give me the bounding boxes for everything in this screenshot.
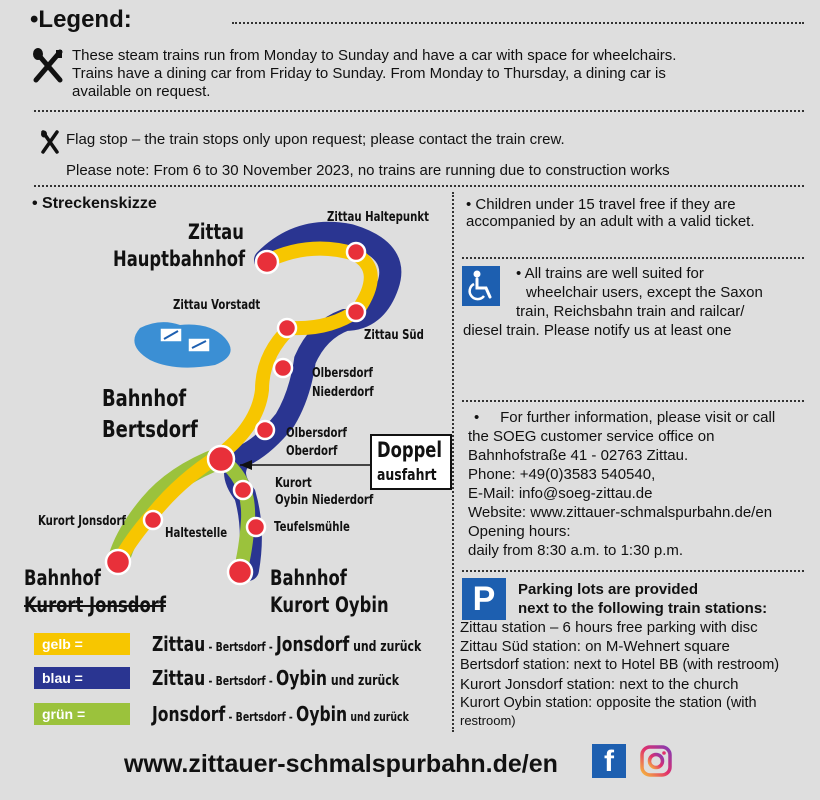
line-desc-blue: Zittau - Bertsdorf - Oybin und zurück bbox=[152, 666, 400, 690]
wheelchair-info-3: train, Reichsbahn train and railcar/ bbox=[516, 303, 745, 320]
map-title: • Streckenskizze bbox=[32, 195, 157, 212]
parking-title-1: Parking lots are provided bbox=[518, 581, 699, 598]
station-bertsdorf bbox=[208, 446, 234, 472]
label-jonsdorf-2: Kurort Jonsdorf bbox=[24, 593, 166, 617]
station-jonsdorf-haltestelle bbox=[144, 511, 162, 529]
steam-trains-line-1: These steam trains run from Monday to Sunday and have a car with space for wheelchairs. bbox=[72, 47, 677, 64]
lake-icon bbox=[134, 322, 230, 367]
station-olbersdorf-niederdorf bbox=[274, 359, 292, 377]
label-kurort-oybin-niederdorf-1: Kurort bbox=[275, 476, 312, 491]
line-desc-green: Jonsdorf - Bertsdorf - Oybin und zurück bbox=[152, 702, 409, 726]
station-zittau-haltepunkt bbox=[347, 243, 365, 261]
line-chip-yellow: gelb = bbox=[34, 633, 130, 655]
label-oybin-2: Kurort Oybin bbox=[270, 593, 389, 617]
steam-trains-line-3: available on request. bbox=[72, 83, 211, 100]
label-oybin-1: Bahnhof bbox=[270, 566, 347, 590]
parking-5: Kurort Oybin station: opposite the station (with bbox=[460, 695, 757, 711]
line-row-yellow bbox=[34, 632, 497, 656]
line-row-green bbox=[34, 702, 481, 726]
label-olbersdorf-oberdorf-1: Olbersdorf bbox=[286, 426, 347, 441]
label-zittau-hbf-1: Zittau bbox=[188, 220, 244, 244]
parking-4: Kurort Jonsdorf station: next to the church bbox=[460, 676, 739, 693]
station-zittau-hbf bbox=[256, 251, 278, 273]
station-zittau-vorstadt bbox=[278, 319, 296, 337]
label-bertsdorf-2: Bertsdorf bbox=[102, 417, 198, 443]
parking-icon: P bbox=[462, 578, 506, 620]
doppel-label-1: Doppel bbox=[377, 438, 443, 462]
flag-stop-text: Flag stop – the train stops only upon request; please contact the train crew. bbox=[66, 131, 565, 148]
line-chip-green: grün = bbox=[34, 703, 130, 725]
divider bbox=[462, 257, 804, 259]
label-kurort-oybin-niederdorf-2: Oybin Niederdorf bbox=[275, 493, 374, 508]
station-teufelsmuehle bbox=[247, 518, 265, 536]
parking-title-2: next to the following train stations: bbox=[518, 600, 768, 617]
column-divider bbox=[452, 192, 454, 732]
further-info-1: • For further information, please visit or call bbox=[474, 409, 776, 426]
parking-3: Bertsdorf station: next to Hotel BB (with restroom) bbox=[460, 657, 780, 673]
label-zittau-sued: Zittau Süd bbox=[364, 328, 424, 343]
station-kurort-oybin-niederdorf bbox=[234, 481, 252, 499]
wheelchair-info-2: wheelchair users, except the Saxon bbox=[526, 284, 763, 301]
label-olbersdorf-oberdorf-2: Oberdorf bbox=[286, 444, 338, 459]
label-olbersdorf-niederdorf-2: Niederdorf bbox=[312, 385, 374, 400]
parking-2: Zittau Süd station: on M-Wehnert square bbox=[460, 638, 730, 655]
label-jonsdorf-1: Bahnhof bbox=[24, 566, 101, 590]
wheelchair-info-4: diesel train. Please notify us at least one bbox=[463, 322, 732, 339]
steam-trains-line-2: Trains have a dining car from Friday to Sunday. From Monday to Thursday, a dining car is bbox=[72, 65, 666, 82]
label-zittau-vorstadt: Zittau Vorstadt bbox=[173, 298, 261, 313]
line-desc-yellow: Zittau - Bertsdorf - Jonsdorf und zurück bbox=[152, 632, 422, 656]
further-info-7: Opening hours: bbox=[468, 523, 571, 540]
wheelchair-icon bbox=[462, 266, 500, 306]
parking-1: Zittau station – 6 hours free parking with disc bbox=[460, 619, 758, 636]
station-zittau-sued bbox=[347, 303, 365, 321]
label-teufelsmuehle: Teufelsmühle bbox=[274, 520, 350, 535]
further-info-6: Website: www.zittauer-schmalspurbahn.de/en bbox=[468, 504, 773, 521]
label-jonsdorf-halt-1: Kurort Jonsdorf bbox=[38, 514, 126, 529]
legend-title: •Legend: bbox=[30, 6, 132, 33]
doppelausfahrt-box bbox=[370, 434, 452, 490]
line-row-blue bbox=[34, 666, 469, 690]
footer-website[interactable]: www.zittauer-schmalspurbahn.de/en bbox=[124, 750, 558, 778]
station-kurort-oybin bbox=[228, 560, 252, 584]
facebook-icon[interactable]: f bbox=[592, 744, 626, 778]
line-chip-blue: blau = bbox=[34, 667, 130, 689]
label-bertsdorf-1: Bahnhof bbox=[102, 386, 187, 412]
station-olbersdorf-oberdorf bbox=[256, 421, 274, 439]
children-info: • Children under 15 travel free if they are accompanied by an adult with a valid ticket. bbox=[466, 196, 755, 230]
construction-note: Please note: From 6 to 30 November 2023, no trains are running due to construction works bbox=[66, 162, 670, 179]
label-zittau-hbf-2: Hauptbahnhof bbox=[113, 247, 246, 271]
doppel-label-2: ausfahrt bbox=[377, 465, 437, 484]
further-info-3: Bahnhofstraße 41 - 02763 Zittau. bbox=[468, 447, 689, 464]
label-olbersdorf-niederdorf-1: Olbersdorf bbox=[312, 366, 373, 381]
further-info-4: Phone: +49(0)3583 540540, bbox=[468, 466, 656, 483]
station-kurort-jonsdorf bbox=[106, 550, 130, 574]
divider bbox=[462, 570, 804, 572]
wheelchair-info-1: • All trains are well suited for bbox=[516, 265, 704, 282]
label-zittau-haltepunkt: Zittau Haltepunkt bbox=[327, 210, 429, 225]
further-info-8: daily from 8:30 a.m. to 1:30 p.m. bbox=[468, 542, 684, 559]
divider bbox=[462, 400, 804, 402]
parking-6: restroom) bbox=[460, 713, 516, 728]
label-jonsdorf-halt-2: Haltestelle bbox=[165, 526, 228, 541]
further-info-2: the SOEG customer service office on bbox=[468, 428, 715, 445]
instagram-icon[interactable] bbox=[640, 745, 672, 777]
further-info-5: E-Mail: info@soeg-zittau.de bbox=[468, 485, 653, 502]
